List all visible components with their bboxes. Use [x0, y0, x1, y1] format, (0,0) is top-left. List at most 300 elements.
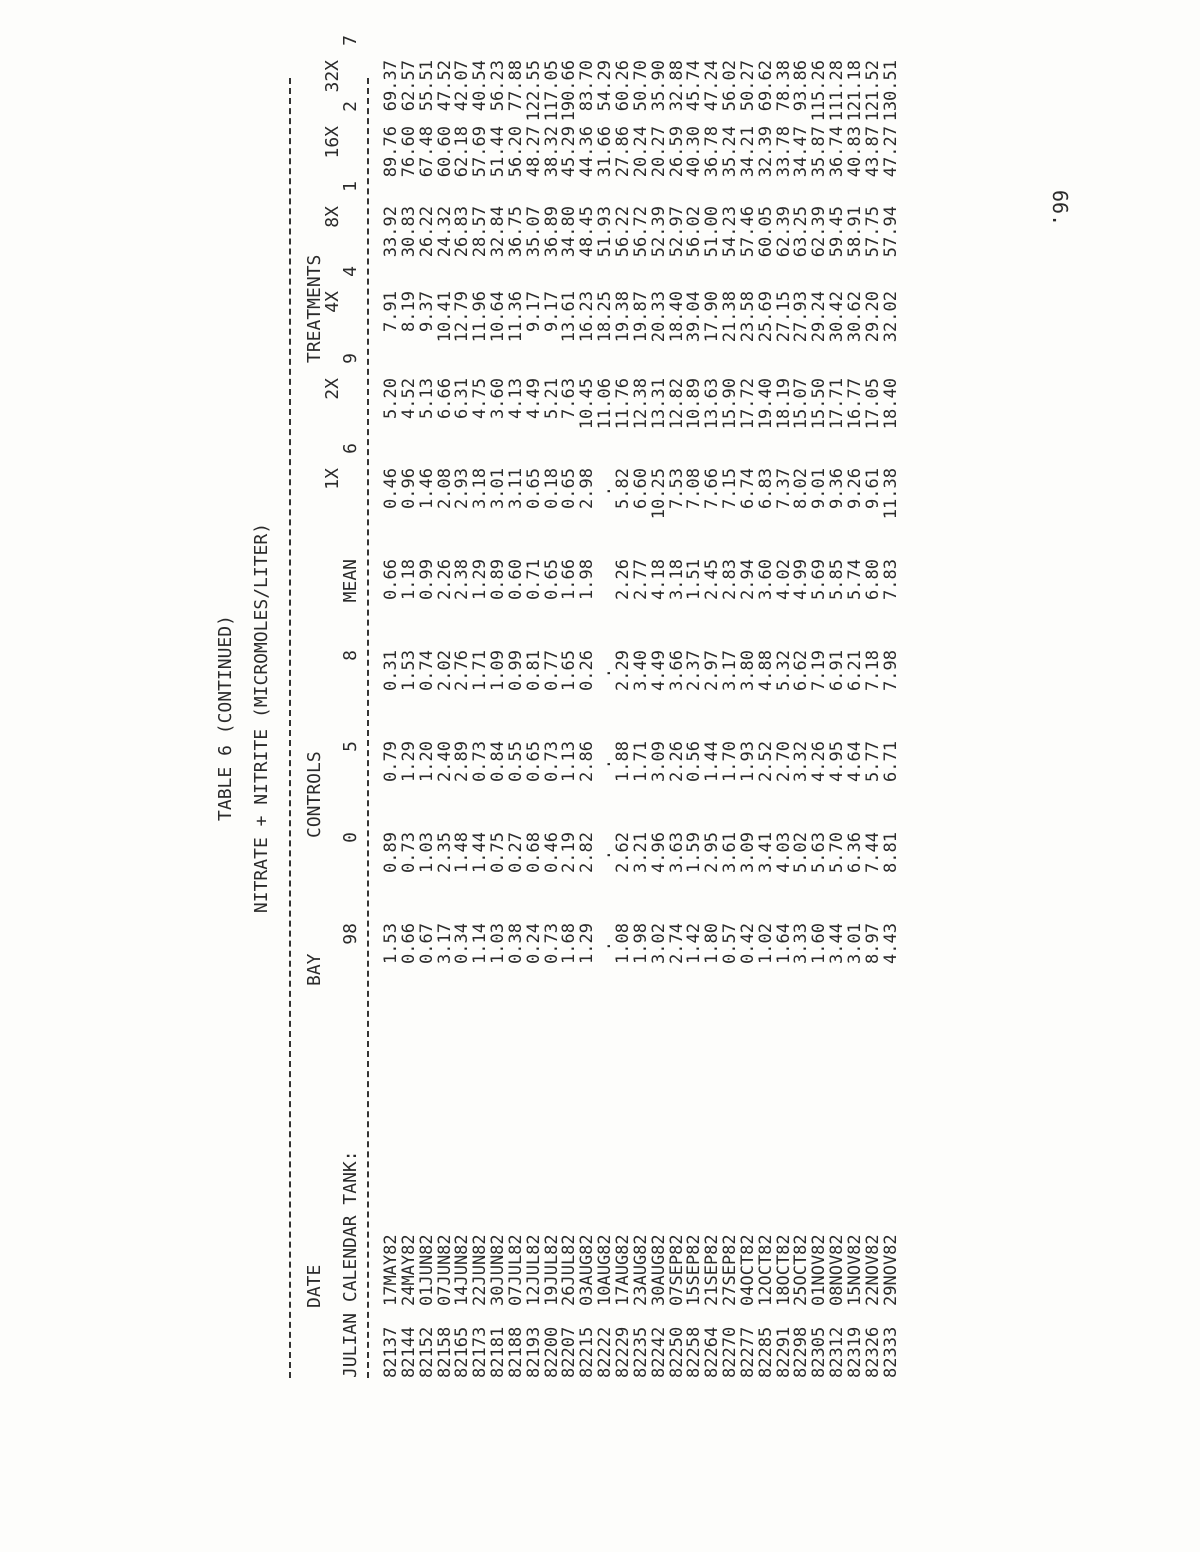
- value-cell: 52.97: [666, 206, 687, 258]
- julian-day-cell: 82326: [862, 1326, 883, 1378]
- table-row: [880, 58, 901, 1378]
- value-cell: 3.32: [791, 741, 812, 782]
- value-cell: 3.01: [488, 468, 509, 509]
- value-cell: 4.95: [827, 741, 848, 782]
- julian-day-cell: 82144: [398, 1326, 419, 1378]
- value-cell: 3.60: [488, 378, 509, 419]
- value-cell: 2.93: [452, 468, 473, 509]
- value-cell: 69.37: [381, 60, 401, 112]
- value-cell: 5.74: [844, 559, 865, 600]
- value-cell: 121.18: [844, 60, 865, 122]
- value-cell: 130.51: [880, 60, 901, 122]
- value-cell: 9.17: [541, 291, 562, 332]
- value-cell: 50.70: [630, 60, 651, 112]
- value-cell: 17.05: [862, 378, 883, 430]
- value-cell: 0.71: [523, 559, 544, 600]
- value-cell: 2.19: [559, 832, 580, 873]
- calendar-date-cell: 30JUN82: [488, 1234, 509, 1306]
- value-cell: 1.42: [684, 923, 705, 964]
- value-cell: 3.44: [827, 923, 848, 964]
- value-cell: 60.60: [434, 126, 455, 178]
- calendar-date-cell: 29NOV82: [880, 1234, 901, 1306]
- value-cell: 60.26: [612, 60, 633, 112]
- value-cell: 10.89: [684, 378, 705, 430]
- value-cell: 51.00: [702, 206, 723, 258]
- value-cell: 7.63: [559, 378, 580, 419]
- calendar-date-cell: 07JUL82: [505, 1234, 526, 1306]
- value-cell: 0.27: [505, 832, 526, 873]
- value-cell: 9.37: [416, 291, 437, 332]
- value-cell: 52.39: [648, 206, 669, 258]
- calendar-date-cell: 27SEP82: [720, 1234, 741, 1306]
- julian-day-cell: 82181: [488, 1326, 509, 1378]
- value-cell: 2.38: [452, 559, 473, 600]
- calendar-date-cell: 01NOV82: [809, 1234, 830, 1306]
- value-cell: 0.67: [416, 923, 437, 964]
- value-cell: 13.63: [702, 378, 723, 430]
- value-cell: 4.18: [648, 559, 669, 600]
- julian-day-cell: 82264: [702, 1326, 723, 1378]
- tank-number-cell: 2: [340, 101, 361, 112]
- value-cell: 4.49: [648, 650, 669, 691]
- value-cell: 10.45: [577, 378, 598, 430]
- value-cell: 40.83: [844, 126, 865, 178]
- value-cell: 4.03: [773, 832, 794, 873]
- value-cell: 6.71: [880, 741, 901, 782]
- value-cell: 0.89: [488, 559, 509, 600]
- value-cell: 32.84: [488, 206, 509, 258]
- value-cell: 0.26: [577, 650, 598, 691]
- value-cell: 5.82: [612, 468, 633, 509]
- value-cell: 77.88: [505, 60, 526, 112]
- table-row: [630, 58, 651, 1378]
- value-cell: 18.40: [880, 378, 901, 430]
- value-cell: 26.59: [666, 126, 687, 178]
- value-cell: 6.83: [755, 468, 776, 509]
- date-label: DATE: [304, 1264, 325, 1308]
- value-cell: 122.55: [523, 60, 544, 122]
- value-cell: 0.65: [559, 468, 580, 509]
- value-cell: 7.08: [684, 468, 705, 509]
- value-cell: 7.98: [880, 650, 901, 691]
- value-cell: 0.74: [416, 650, 437, 691]
- value-cell: 1.18: [398, 559, 419, 600]
- value-cell: 93.86: [791, 60, 812, 112]
- value-cell: 6.80: [862, 559, 883, 600]
- value-cell: 1.53: [381, 923, 401, 964]
- value-cell: 62.57: [398, 60, 419, 112]
- value-cell: 2.76: [452, 650, 473, 691]
- value-cell: 0.42: [737, 923, 758, 964]
- value-cell: 27.15: [773, 291, 794, 343]
- value-cell: 2.52: [755, 741, 776, 782]
- value-cell: 1.46: [416, 468, 437, 509]
- value-cell: 9.01: [809, 468, 830, 509]
- treatment-level-cell: 4X: [322, 291, 343, 313]
- value-cell: 8.02: [791, 468, 812, 509]
- value-cell: 1.02: [755, 923, 776, 964]
- value-cell: 1.98: [577, 559, 598, 600]
- value-cell: 56.72: [630, 206, 651, 258]
- value-cell: 3.17: [720, 650, 741, 691]
- value-cell: .: [595, 850, 616, 861]
- value-cell: 7.83: [880, 559, 901, 600]
- value-cell: 17.90: [702, 291, 723, 343]
- value-cell: 34.21: [737, 126, 758, 178]
- value-cell: 35.87: [809, 126, 830, 178]
- value-cell: 9.17: [523, 291, 544, 332]
- value-cell: 34.80: [559, 206, 580, 258]
- value-cell: 2.82: [577, 832, 598, 873]
- table-row: [862, 58, 883, 1378]
- tank-number-cell: 1: [340, 181, 361, 192]
- value-cell: 15.07: [791, 378, 812, 430]
- table-subtitle: NITRATE + NITRITE (MICROMOLES/LITER): [251, 522, 272, 914]
- julian-day-cell: 82235: [630, 1326, 651, 1378]
- value-cell: 42.07: [452, 60, 473, 112]
- value-cell: 40.30: [684, 126, 705, 178]
- julian-day-cell: 82291: [773, 1326, 794, 1378]
- treatment-level-cell: 8X: [322, 206, 343, 228]
- value-cell: 36.75: [505, 206, 526, 258]
- julian-day-cell: 82333: [880, 1326, 901, 1378]
- value-cell: 47.27: [880, 126, 901, 178]
- calendar-date-cell: 12OCT82: [755, 1234, 776, 1306]
- table-row: [416, 58, 437, 1378]
- tank-number-cell: 9: [340, 353, 361, 364]
- value-cell: 0.65: [523, 741, 544, 782]
- calendar-date-cell: 25OCT82: [791, 1234, 812, 1306]
- julian-day-cell: 82305: [809, 1326, 830, 1378]
- value-cell: 5.20: [381, 378, 401, 419]
- tank-number-cell: 6: [340, 443, 361, 454]
- value-cell: 10.64: [488, 291, 509, 343]
- julian-calendar-tank-label: JULIAN CALENDAR TANK:: [340, 1150, 361, 1378]
- value-cell: 19.40: [755, 378, 776, 430]
- calendar-date-cell: 08NOV82: [827, 1234, 848, 1306]
- value-cell: 0.24: [523, 923, 544, 964]
- calendar-date-cell: 15NOV82: [844, 1234, 865, 1306]
- value-cell: 3.80: [737, 650, 758, 691]
- value-cell: 31.66: [595, 126, 616, 178]
- value-cell: 0.68: [523, 832, 544, 873]
- value-cell: 2.97: [702, 650, 723, 691]
- value-cell: 1.66: [559, 559, 580, 600]
- value-cell: 0.65: [523, 468, 544, 509]
- table-title: TABLE 6 (CONTINUED): [215, 615, 236, 821]
- value-cell: 20.33: [648, 291, 669, 343]
- value-cell: .: [595, 941, 616, 952]
- value-cell: 1.53: [398, 650, 419, 691]
- value-cell: 0.75: [488, 832, 509, 873]
- value-cell: 23.58: [737, 291, 758, 343]
- value-cell: 7.19: [809, 650, 830, 691]
- value-cell: 0.73: [541, 741, 562, 782]
- value-cell: 54.29: [595, 60, 616, 112]
- julian-day-cell: 82229: [612, 1326, 633, 1378]
- calendar-date-cell: 23AUG82: [630, 1234, 651, 1306]
- value-cell: 12.79: [452, 291, 473, 343]
- value-cell: 7.44: [862, 832, 883, 873]
- value-cell: 0.79: [381, 741, 401, 782]
- treatment-level-cell: 32X: [322, 60, 343, 93]
- value-cell: 1.44: [470, 832, 491, 873]
- treatment-level-cell: 2X: [322, 378, 343, 400]
- value-cell: 0.65: [541, 559, 562, 600]
- value-cell: 2.70: [773, 741, 794, 782]
- value-cell: 27.86: [612, 126, 633, 178]
- value-cell: 2.45: [702, 559, 723, 600]
- value-cell: 89.76: [381, 126, 401, 178]
- value-cell: 2.26: [666, 741, 687, 782]
- julian-day-cell: 82298: [791, 1326, 812, 1378]
- value-cell: 36.78: [702, 126, 723, 178]
- value-cell: 4.26: [809, 741, 830, 782]
- value-cell: 1.03: [488, 923, 509, 964]
- calendar-date-cell: 14JUN82: [452, 1234, 473, 1306]
- value-cell: 1.60: [809, 923, 830, 964]
- value-cell: 4.64: [844, 741, 865, 782]
- calendar-date-cell: 30AUG82: [648, 1234, 669, 1306]
- value-cell: 111.28: [827, 60, 848, 122]
- value-cell: 0.96: [398, 468, 419, 509]
- value-cell: 60.05: [755, 206, 776, 258]
- treatment-level-cell: 16X: [322, 126, 343, 159]
- value-cell: 4.43: [880, 923, 901, 964]
- value-cell: 17.71: [827, 378, 848, 430]
- table-row: [648, 58, 669, 1378]
- treatments-label: TREATMENTS: [304, 254, 325, 363]
- value-cell: 0.38: [505, 923, 526, 964]
- value-cell: 28.57: [470, 206, 491, 258]
- value-cell: 27.93: [791, 291, 812, 343]
- value-cell: .: [595, 759, 616, 770]
- value-cell: 29.24: [809, 291, 830, 343]
- value-cell: 62.39: [773, 206, 794, 258]
- value-cell: 55.51: [416, 60, 437, 112]
- header-rule: [367, 78, 369, 1378]
- julian-day-cell: 82137: [381, 1326, 401, 1378]
- rotated-table-sheet: [215, 35, 1105, 1378]
- value-cell: 0.99: [416, 559, 437, 600]
- value-cell: 3.09: [648, 741, 669, 782]
- value-cell: 26.22: [416, 206, 437, 258]
- value-cell: 5.85: [827, 559, 848, 600]
- controls-label: CONTROLS: [304, 751, 325, 838]
- value-cell: 1.03: [416, 832, 437, 873]
- calendar-date-cell: 17MAY82: [381, 1234, 401, 1306]
- value-cell: 4.49: [523, 378, 544, 419]
- value-cell: 0.31: [381, 650, 401, 691]
- value-cell: 12.38: [630, 378, 651, 430]
- value-cell: 1.51: [684, 559, 705, 600]
- julian-day-cell: 82215: [577, 1326, 598, 1378]
- value-cell: 54.23: [720, 206, 741, 258]
- value-cell: 67.48: [416, 126, 437, 178]
- value-cell: 2.02: [434, 650, 455, 691]
- value-cell: 4.02: [773, 559, 794, 600]
- value-cell: 7.53: [666, 468, 687, 509]
- value-cell: 18.25: [595, 291, 616, 343]
- value-cell: 43.87: [862, 126, 883, 178]
- value-cell: 121.52: [862, 60, 883, 122]
- value-cell: 0.84: [488, 741, 509, 782]
- value-cell: 2.35: [434, 832, 455, 873]
- value-cell: 3.40: [630, 650, 651, 691]
- value-cell: 3.11: [505, 468, 526, 509]
- value-cell: 20.24: [630, 126, 651, 178]
- julian-day-cell: 82207: [559, 1326, 580, 1378]
- value-cell: 115.26: [809, 60, 830, 122]
- value-cell: 2.86: [577, 741, 598, 782]
- value-cell: 35.90: [648, 60, 669, 112]
- value-cell: 45.29: [559, 126, 580, 178]
- julian-day-cell: 82188: [505, 1326, 526, 1378]
- julian-day-cell: 82242: [648, 1326, 669, 1378]
- value-cell: 1.09: [488, 650, 509, 691]
- value-cell: 13.31: [648, 378, 669, 430]
- value-cell: 0.66: [398, 923, 419, 964]
- value-cell: 1.59: [684, 832, 705, 873]
- value-cell: 4.96: [648, 832, 669, 873]
- calendar-date-cell: 24MAY82: [398, 1234, 419, 1306]
- julian-day-cell: 82258: [684, 1326, 705, 1378]
- calendar-date-cell: 04OCT82: [737, 1234, 758, 1306]
- tank-number-cell: MEAN: [340, 559, 361, 603]
- bay-label: BAY: [304, 953, 325, 986]
- value-cell: 8.97: [862, 923, 883, 964]
- value-cell: 34.47: [791, 126, 812, 178]
- value-cell: 6.31: [452, 378, 473, 419]
- value-cell: 63.25: [791, 206, 812, 258]
- treatment-level-cell: 1X: [322, 468, 343, 490]
- value-cell: 6.74: [737, 468, 758, 509]
- value-cell: 50.27: [737, 60, 758, 112]
- value-cell: 10.41: [434, 291, 455, 343]
- value-cell: 0.66: [381, 559, 401, 600]
- value-cell: 56.02: [684, 206, 705, 258]
- value-cell: 1.68: [559, 923, 580, 964]
- julian-day-cell: 82250: [666, 1326, 687, 1378]
- table-row: [755, 58, 776, 1378]
- value-cell: 58.91: [844, 206, 865, 258]
- value-cell: 83.70: [577, 60, 598, 112]
- value-cell: 3.33: [791, 923, 812, 964]
- value-cell: 15.90: [720, 378, 741, 430]
- value-cell: 0.34: [452, 923, 473, 964]
- value-cell: 0.73: [541, 923, 562, 964]
- julian-day-cell: 82312: [827, 1326, 848, 1378]
- value-cell: 7.15: [720, 468, 741, 509]
- calendar-date-cell: 21SEP82: [702, 1234, 723, 1306]
- calendar-date-cell: 03AUG82: [577, 1234, 598, 1306]
- value-cell: 30.83: [398, 206, 419, 258]
- value-cell: 0.46: [381, 468, 401, 509]
- value-cell: 7.91: [381, 291, 401, 332]
- value-cell: 5.70: [827, 832, 848, 873]
- value-cell: 30.62: [844, 291, 865, 343]
- value-cell: 3.21: [630, 832, 651, 873]
- value-cell: 5.32: [773, 650, 794, 691]
- value-cell: 56.23: [488, 60, 509, 112]
- page-number: 66.: [1048, 190, 1072, 227]
- value-cell: 19.38: [612, 291, 633, 343]
- value-cell: 10.25: [648, 468, 669, 520]
- value-cell: 1.98: [630, 923, 651, 964]
- julian-day-cell: 82152: [416, 1326, 437, 1378]
- julian-day-cell: 82319: [844, 1326, 865, 1378]
- value-cell: 0.77: [541, 650, 562, 691]
- value-cell: 0.89: [381, 832, 401, 873]
- value-cell: 26.83: [452, 206, 473, 258]
- table-body: [383, 58, 900, 1378]
- value-cell: 45.74: [684, 60, 705, 112]
- value-cell: 0.55: [505, 741, 526, 782]
- value-cell: 57.69: [470, 126, 491, 178]
- value-cell: 2.62: [612, 832, 633, 873]
- value-cell: 47.24: [702, 60, 723, 112]
- value-cell: 69.62: [755, 60, 776, 112]
- value-cell: 2.40: [434, 741, 455, 782]
- value-cell: 18.19: [773, 378, 794, 430]
- value-cell: 1.93: [737, 741, 758, 782]
- value-cell: 1.29: [398, 741, 419, 782]
- value-cell: 3.61: [720, 832, 741, 873]
- value-cell: 2.37: [684, 650, 705, 691]
- value-cell: 59.45: [827, 206, 848, 258]
- value-cell: 1.29: [470, 559, 491, 600]
- value-cell: 76.60: [398, 126, 419, 178]
- value-cell: .: [595, 668, 616, 679]
- value-cell: 39.04: [684, 291, 705, 343]
- value-cell: 3.18: [666, 559, 687, 600]
- value-cell: 0.60: [505, 559, 526, 600]
- julian-day-cell: 82165: [452, 1326, 473, 1378]
- value-cell: 2.89: [452, 741, 473, 782]
- calendar-date-cell: 18OCT82: [773, 1234, 794, 1306]
- calendar-date-cell: 26JUL82: [559, 1234, 580, 1306]
- value-cell: 8.19: [398, 291, 419, 332]
- value-cell: 5.21: [541, 378, 562, 419]
- value-cell: 2.29: [612, 650, 633, 691]
- value-cell: 32.39: [755, 126, 776, 178]
- value-cell: 25.69: [755, 291, 776, 343]
- value-cell: 20.27: [648, 126, 669, 178]
- value-cell: 32.02: [880, 291, 901, 343]
- tank-number-cell: 8: [340, 650, 361, 661]
- value-cell: 36.74: [827, 126, 848, 178]
- tank-number-cell: 7: [340, 35, 361, 46]
- value-cell: 57.75: [862, 206, 883, 258]
- value-cell: 48.27: [523, 126, 544, 178]
- value-cell: 5.69: [809, 559, 830, 600]
- value-cell: 7.66: [702, 468, 723, 509]
- value-cell: 5.13: [416, 378, 437, 419]
- value-cell: 13.61: [559, 291, 580, 343]
- julian-day-cell: 82193: [523, 1326, 544, 1378]
- tank-number-cell: 4: [340, 266, 361, 277]
- value-cell: 6.60: [630, 468, 651, 509]
- value-cell: 11.36: [505, 291, 526, 343]
- value-cell: 11.96: [470, 291, 491, 343]
- calendar-date-cell: 19JUL82: [541, 1234, 562, 1306]
- calendar-date-cell: 07JUN82: [434, 1234, 455, 1306]
- value-cell: 35.24: [720, 126, 741, 178]
- value-cell: 0.73: [470, 741, 491, 782]
- value-cell: 12.82: [666, 378, 687, 430]
- value-cell: 33.78: [773, 126, 794, 178]
- value-cell: 8.81: [880, 832, 901, 873]
